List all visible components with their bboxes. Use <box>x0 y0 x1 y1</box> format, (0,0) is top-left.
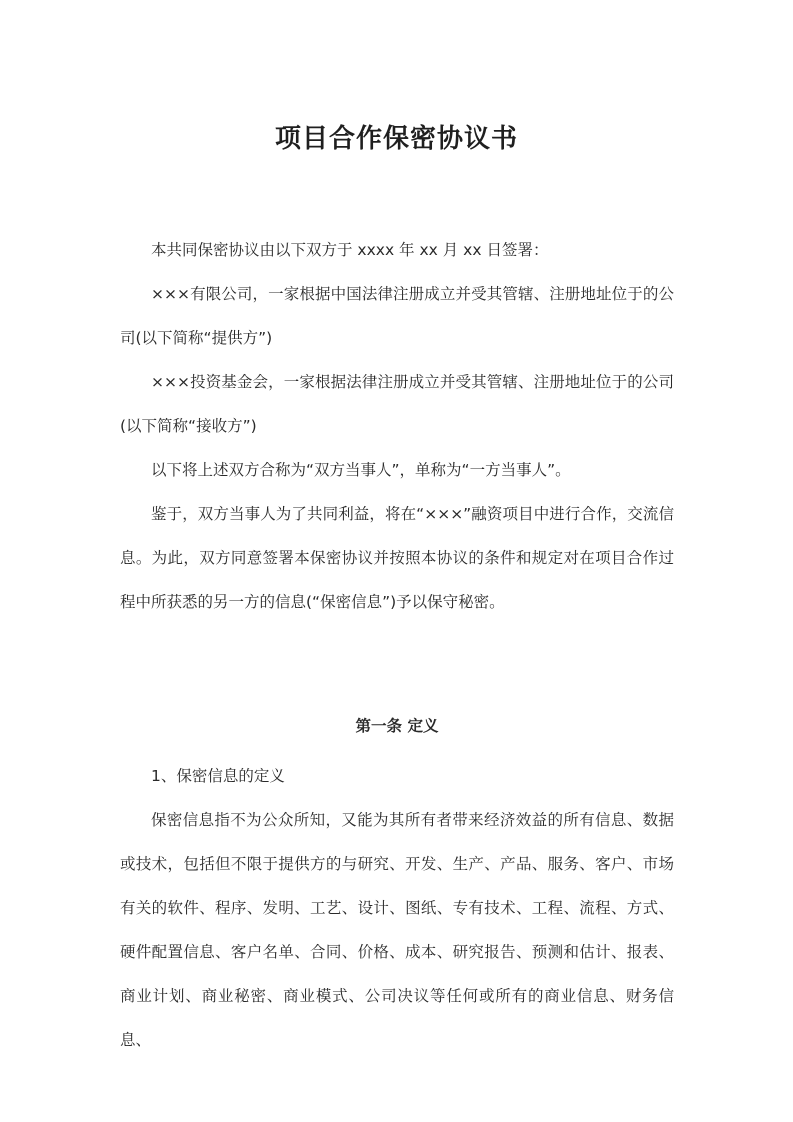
section-heading-definitions: 第一条 定义 <box>355 717 439 735</box>
definitions-section <box>120 754 674 1062</box>
paragraph-signing-statement: 本共同保密协议由以下双方于 xxxx 年 xx 月 xx 日签署： <box>151 241 549 259</box>
paragraph-recipient-party: ×××投资基金会，一家根据法律注册成立并受其管辖、注册地址位于的公司(以下简称“接收方”) <box>120 373 674 435</box>
subheading-confidential-info-definition: 1、保密信息的定义 <box>151 767 285 785</box>
paragraph-provider-party: ×××有限公司，一家根据中国法律注册成立并受其管辖、注册地址位于的公司(以下简称“提供方”) <box>120 285 674 347</box>
paragraph-whereas: 鉴于，双方当事人为了共同利益，将在“×××”融资项目中进行合作，交流信息。为此，双方同意签署本保密协议并按照本协议的条件和规定对在项目合作过程中所获悉的另一方的信息(“保密信息”)予以保守秘密。 <box>120 505 674 611</box>
paragraph-confidential-info-scope: 保密信息指不为公众所知，又能为其所有者带来经济效益的所有信息、数据或技术，包括但不限于提供方的与研究、开发、生产、产品、服务、客户、市场有关的软件、程序、发明、工艺、设计、图纸、专有技术、工程、流程、方式、硬件配置信息、客户名单、合同、价格、成本、研究报告、预测和估计、报表、商业计划、商业秘密、商业模式、公司决议等任何或所有的商业信息、财务信息、 <box>120 811 674 1049</box>
intro-section <box>120 228 674 624</box>
paragraph-party-definition: 以下将上述双方合称为“双方当事人”，单称为“一方当事人”。 <box>151 461 571 479</box>
document-title: 项目合作保密协议书 <box>274 124 518 154</box>
